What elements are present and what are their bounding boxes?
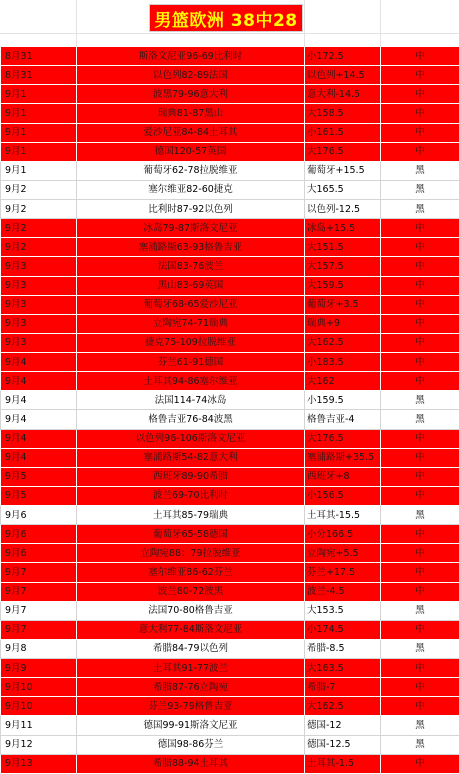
table-row bbox=[1, 754, 459, 773]
bet-cell: 土耳其-1.5 bbox=[305, 754, 381, 773]
result-cell: 中 bbox=[381, 448, 459, 467]
match-cell: 比利时87-92以色列 bbox=[77, 200, 305, 219]
bet-cell: 芬兰+17.5 bbox=[305, 563, 381, 582]
bet-cell: 意大利-14.5 bbox=[305, 85, 381, 104]
date-cell: 9月5 bbox=[1, 467, 77, 486]
bet-cell: 塞浦路斯+35.5 bbox=[305, 448, 381, 467]
bet-cell: 小174.5 bbox=[305, 620, 381, 639]
date-cell: 9月12 bbox=[1, 735, 77, 754]
date-cell: 9月2 bbox=[1, 219, 77, 238]
table-row bbox=[1, 333, 459, 352]
result-cell: 中 bbox=[381, 333, 459, 352]
date-cell: 9月10 bbox=[1, 697, 77, 716]
date-cell: 9月3 bbox=[1, 295, 77, 314]
result-cell: 中 bbox=[381, 429, 459, 448]
table-row bbox=[1, 678, 459, 697]
result-cell: 中 bbox=[381, 754, 459, 773]
table-row bbox=[1, 544, 459, 563]
result-cell: 中 bbox=[381, 678, 459, 697]
result-cell: 中 bbox=[381, 219, 459, 238]
table-row bbox=[1, 353, 459, 372]
result-cell: 黑 bbox=[381, 391, 459, 410]
result-cell: 中 bbox=[381, 544, 459, 563]
result-cell: 中 bbox=[381, 295, 459, 314]
table-row bbox=[1, 525, 459, 544]
match-cell: 波兰69-70比利时 bbox=[77, 486, 305, 505]
table-row bbox=[1, 180, 459, 199]
bet-cell: 葡萄牙+15.5 bbox=[305, 161, 381, 180]
date-cell: 9月3 bbox=[1, 314, 77, 333]
date-cell: 9月4 bbox=[1, 372, 77, 391]
date-cell: 9月2 bbox=[1, 200, 77, 219]
match-cell: 格鲁吉亚76-84波黑 bbox=[77, 410, 305, 429]
result-cell: 中 bbox=[381, 314, 459, 333]
match-cell: 法国83-76波兰 bbox=[77, 257, 305, 276]
table-row bbox=[1, 295, 459, 314]
table-row bbox=[1, 257, 459, 276]
table-row bbox=[1, 47, 459, 66]
table-row bbox=[1, 372, 459, 391]
result-cell: 中 bbox=[381, 659, 459, 678]
result-cell: 中 bbox=[381, 353, 459, 372]
match-cell: 波兰80-72波黑 bbox=[77, 582, 305, 601]
match-cell: 波黑79-96意大利 bbox=[77, 85, 305, 104]
bet-cell: 大158.5 bbox=[305, 104, 381, 123]
result-cell: 中 bbox=[381, 85, 459, 104]
match-cell: 捷克75-109拉脱维亚 bbox=[77, 333, 305, 352]
bet-cell: 小159.5 bbox=[305, 391, 381, 410]
table-row bbox=[1, 391, 459, 410]
match-cell: 塞尔维亚82-60捷克 bbox=[77, 180, 305, 199]
date-cell: 9月7 bbox=[1, 620, 77, 639]
match-cell: 芬兰61-91德国 bbox=[77, 353, 305, 372]
bet-cell: 德国-12.5 bbox=[305, 735, 381, 754]
bet-cell: 小161.5 bbox=[305, 123, 381, 142]
bet-cell: 以色列+14.5 bbox=[305, 66, 381, 85]
match-cell: 希腊84-79以色列 bbox=[77, 639, 305, 658]
match-cell: 西班牙89-90希腊 bbox=[77, 467, 305, 486]
match-cell: 土耳其91-77波兰 bbox=[77, 659, 305, 678]
date-cell: 8月31 bbox=[1, 47, 77, 66]
result-cell: 中 bbox=[381, 104, 459, 123]
date-cell: 9月4 bbox=[1, 353, 77, 372]
match-cell: 葡萄牙68-65爱沙尼亚 bbox=[77, 295, 305, 314]
date-cell: 9月6 bbox=[1, 506, 77, 525]
table-row bbox=[1, 238, 459, 257]
match-cell: 土耳其94-86塞尔维亚 bbox=[77, 372, 305, 391]
result-cell: 中 bbox=[381, 257, 459, 276]
result-cell: 中 bbox=[381, 47, 459, 66]
match-cell: 以色列82-89法国 bbox=[77, 66, 305, 85]
bet-cell: 小172.5 bbox=[305, 47, 381, 66]
bet-cell: 大162 bbox=[305, 372, 381, 391]
result-cell: 中 bbox=[381, 238, 459, 257]
result-cell: 中 bbox=[381, 123, 459, 142]
date-cell: 9月5 bbox=[1, 486, 77, 505]
result-cell: 中 bbox=[381, 372, 459, 391]
match-cell: 意大利77-84斯洛文尼亚 bbox=[77, 620, 305, 639]
table-row bbox=[1, 219, 459, 238]
date-cell: 9月3 bbox=[1, 333, 77, 352]
bet-cell: 大159.5 bbox=[305, 276, 381, 295]
match-cell: 斯洛文尼亚96-69比利时 bbox=[77, 47, 305, 66]
match-cell: 希腊87-76立陶宛 bbox=[77, 678, 305, 697]
match-cell: 爱沙尼亚84-84土耳其 bbox=[77, 123, 305, 142]
match-cell: 芬兰93-79格鲁吉亚 bbox=[77, 697, 305, 716]
bet-cell: 大157.5 bbox=[305, 257, 381, 276]
date-cell: 9月13 bbox=[1, 754, 77, 773]
date-cell: 9月8 bbox=[1, 639, 77, 658]
table-row bbox=[1, 659, 459, 678]
result-cell: 黑 bbox=[381, 639, 459, 658]
date-cell: 9月6 bbox=[1, 544, 77, 563]
date-cell: 9月7 bbox=[1, 563, 77, 582]
date-cell: 9月1 bbox=[1, 85, 77, 104]
match-cell: 立陶宛74-71瑞典 bbox=[77, 314, 305, 333]
result-cell: 中 bbox=[381, 525, 459, 544]
match-cell: 希腊88-94土耳其 bbox=[77, 754, 305, 773]
match-cell: 塞尔维亚86-62芬兰 bbox=[77, 563, 305, 582]
bet-cell: 波兰-4.5 bbox=[305, 582, 381, 601]
results-table bbox=[0, 46, 459, 774]
table-row bbox=[1, 582, 459, 601]
bet-cell: 大162.5 bbox=[305, 697, 381, 716]
date-cell: 9月1 bbox=[1, 123, 77, 142]
bet-cell: 葡萄牙+3.5 bbox=[305, 295, 381, 314]
date-cell: 9月4 bbox=[1, 448, 77, 467]
date-cell: 9月1 bbox=[1, 104, 77, 123]
bet-cell: 小183.5 bbox=[305, 353, 381, 372]
result-cell: 中 bbox=[381, 142, 459, 161]
date-cell: 9月2 bbox=[1, 180, 77, 199]
table-row bbox=[1, 486, 459, 505]
result-cell: 黑 bbox=[381, 506, 459, 525]
result-cell: 中 bbox=[381, 276, 459, 295]
date-cell: 9月1 bbox=[1, 142, 77, 161]
match-cell: 法国70-80格鲁吉亚 bbox=[77, 601, 305, 620]
date-cell: 9月4 bbox=[1, 391, 77, 410]
table-row bbox=[1, 314, 459, 333]
bet-cell: 希腊-7 bbox=[305, 678, 381, 697]
table-row bbox=[1, 448, 459, 467]
date-cell: 9月1 bbox=[1, 161, 77, 180]
match-cell: 黑山83-69英国 bbox=[77, 276, 305, 295]
result-cell: 黑 bbox=[381, 200, 459, 219]
bet-cell: 大176.5 bbox=[305, 429, 381, 448]
bet-cell: 瑞典+9 bbox=[305, 314, 381, 333]
table-row bbox=[1, 601, 459, 620]
date-cell: 9月4 bbox=[1, 429, 77, 448]
result-cell: 中 bbox=[381, 563, 459, 582]
table-row bbox=[1, 410, 459, 429]
date-cell: 9月3 bbox=[1, 276, 77, 295]
bet-cell: 大162.5 bbox=[305, 333, 381, 352]
bet-cell: 土耳其-15.5 bbox=[305, 506, 381, 525]
result-cell: 中 bbox=[381, 582, 459, 601]
bet-cell: 小分166.5 bbox=[305, 525, 381, 544]
bet-cell: 大151.5 bbox=[305, 238, 381, 257]
result-cell: 中 bbox=[381, 66, 459, 85]
table-row bbox=[1, 639, 459, 658]
match-cell: 瑞典81-87黑山 bbox=[77, 104, 305, 123]
date-cell: 9月7 bbox=[1, 582, 77, 601]
result-cell: 中 bbox=[381, 697, 459, 716]
bet-cell: 希腊-8.5 bbox=[305, 639, 381, 658]
bet-cell: 小156.5 bbox=[305, 486, 381, 505]
result-cell: 中 bbox=[381, 620, 459, 639]
result-cell: 黑 bbox=[381, 161, 459, 180]
table-row bbox=[1, 697, 459, 716]
table-row bbox=[1, 467, 459, 486]
bet-cell: 格鲁吉亚-4 bbox=[305, 410, 381, 429]
table-row bbox=[1, 66, 459, 85]
bet-cell: 大163.5 bbox=[305, 659, 381, 678]
match-cell: 塞浦路斯63-93格鲁吉亚 bbox=[77, 238, 305, 257]
table-row bbox=[1, 200, 459, 219]
result-cell: 黑 bbox=[381, 716, 459, 735]
date-cell: 9月4 bbox=[1, 410, 77, 429]
bet-cell: 以色列-12.5 bbox=[305, 200, 381, 219]
table-row bbox=[1, 735, 459, 754]
match-cell: 葡萄牙65-58德国 bbox=[77, 525, 305, 544]
table-row bbox=[1, 716, 459, 735]
date-cell: 9月10 bbox=[1, 678, 77, 697]
table-row bbox=[1, 104, 459, 123]
bet-cell: 大153.5 bbox=[305, 601, 381, 620]
date-cell: 9月3 bbox=[1, 257, 77, 276]
sheet-title: 男篮欧洲 38中28 bbox=[149, 4, 303, 32]
bet-cell: 冰岛+15.5 bbox=[305, 219, 381, 238]
date-cell: 9月2 bbox=[1, 238, 77, 257]
result-cell: 中 bbox=[381, 486, 459, 505]
table-row bbox=[1, 123, 459, 142]
table-row bbox=[1, 276, 459, 295]
match-cell: 德国120-57英国 bbox=[77, 142, 305, 161]
result-cell: 黑 bbox=[381, 601, 459, 620]
match-cell: 德国99-91斯洛文尼亚 bbox=[77, 716, 305, 735]
date-cell: 9月9 bbox=[1, 659, 77, 678]
result-cell: 黑 bbox=[381, 180, 459, 199]
date-cell: 9月7 bbox=[1, 601, 77, 620]
date-cell: 9月11 bbox=[1, 716, 77, 735]
match-cell: 以色列96-106斯洛文尼亚 bbox=[77, 429, 305, 448]
match-cell: 土耳其85-79瑞典 bbox=[77, 506, 305, 525]
bet-cell: 立陶宛+5.5 bbox=[305, 544, 381, 563]
bet-cell: 西班牙+8 bbox=[305, 467, 381, 486]
result-cell: 黑 bbox=[381, 735, 459, 754]
match-cell: 法国114-74冰岛 bbox=[77, 391, 305, 410]
table-row bbox=[1, 142, 459, 161]
table-row bbox=[1, 563, 459, 582]
date-cell: 9月6 bbox=[1, 525, 77, 544]
table-row bbox=[1, 506, 459, 525]
match-cell: 塞浦路斯54-82意大利 bbox=[77, 448, 305, 467]
table-row bbox=[1, 429, 459, 448]
result-cell: 黑 bbox=[381, 410, 459, 429]
match-cell: 冰岛79-87斯洛文尼亚 bbox=[77, 219, 305, 238]
bet-cell: 大165.5 bbox=[305, 180, 381, 199]
table-row bbox=[1, 85, 459, 104]
result-cell: 中 bbox=[381, 467, 459, 486]
match-cell: 德国98-86芬兰 bbox=[77, 735, 305, 754]
date-cell: 8月31 bbox=[1, 66, 77, 85]
bet-cell: 大176.5 bbox=[305, 142, 381, 161]
match-cell: 立陶宛88：79拉脱维亚 bbox=[77, 544, 305, 563]
match-cell: 葡萄牙62-78拉脱维亚 bbox=[77, 161, 305, 180]
table-row bbox=[1, 161, 459, 180]
bet-cell: 德国-12 bbox=[305, 716, 381, 735]
table-row bbox=[1, 620, 459, 639]
